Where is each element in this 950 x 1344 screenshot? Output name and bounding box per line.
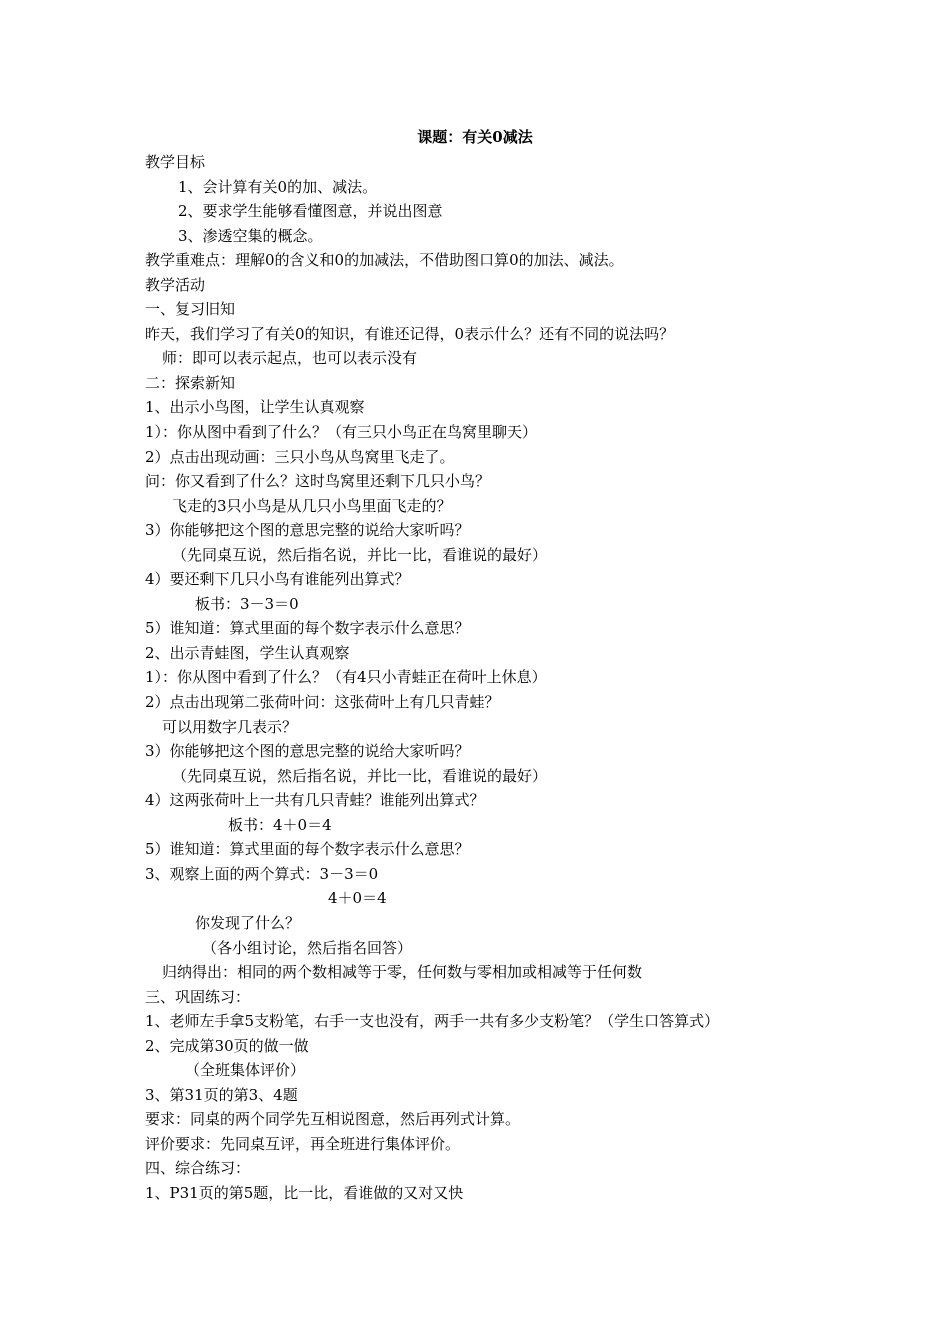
text-line: 2、完成第30页的做一做 — [145, 1036, 309, 1055]
text-line: 1、老师左手拿5支粉笔，右手一支也没有，两手一共有多少支粉笔？（学生口答算式） — [145, 1012, 720, 1031]
goal-item: 1、会计算有关0的加、减法。 — [178, 177, 378, 196]
text-line: （各小组讨论，然后指名回答） — [202, 938, 413, 957]
lesson-title: 课题：有关0减法 — [417, 128, 533, 146]
section-heading: 二：探索新知 — [145, 373, 236, 392]
text-line: 评价要求：先同桌互评，再全班进行集体评价。 — [145, 1134, 461, 1153]
text-line: 飞走的3只小鸟是从几只小鸟里面飞走的？ — [172, 496, 452, 515]
text-line: 师：即可以表示起点，也可以表示没有 — [162, 349, 418, 368]
text-line: 2）点击出现第二张荷叶问：这张荷叶上有几只青蛙？ — [145, 693, 500, 712]
text-line: 2）点击出现动画：三只小鸟从鸟窝里飞走了。 — [145, 447, 455, 466]
text-line: 1）：你从图中看到了什么？（有三只小鸟正在鸟窝里聊天） — [145, 423, 538, 442]
text-line: 4）要还剩下几只小鸟有谁能列出算式？ — [145, 570, 410, 589]
text-line: （先同桌互说，然后指名说，并比一比，看谁说的最好） — [172, 545, 548, 564]
text-line: 可以用数字几表示？ — [162, 717, 298, 736]
text-line: 5）谁知道：算式里面的每个数字表示什么意思？ — [145, 840, 470, 859]
text-line: （全班集体评价） — [185, 1061, 306, 1080]
conclusion-line: 归纳得出：相同的两个数相减等于零，任何数与零相加或相减等于任何数 — [162, 963, 643, 982]
heading-teaching-goals: 教学目标 — [145, 153, 206, 171]
board-note: 板书：3－3＝0 — [195, 594, 299, 613]
text-line: 问：你又看到了什么？这时鸟窝里还剩下几只小鸟？ — [145, 472, 491, 491]
section-heading: 一、复习旧知 — [145, 300, 236, 319]
text-line: 你发现了什么？ — [195, 913, 301, 932]
goal-item: 3、渗透空集的概念。 — [178, 226, 323, 245]
equation-line: 4＋0＝4 — [328, 889, 387, 908]
text-line: 3）你能够把这个图的意思完整的说给大家听吗？ — [145, 521, 470, 540]
text-line: 1）：你从图中看到了什么？（有4只小青蛙正在荷叶上休息） — [145, 668, 547, 687]
text-line: 3、观察上面的两个算式：3－3＝0 — [145, 864, 379, 883]
text-line: 3、第31页的第3、4题 — [145, 1085, 298, 1104]
heading-teaching-activities: 教学活动 — [145, 275, 206, 294]
lesson-body — [145, 150, 845, 1206]
text-line: 3）你能够把这个图的意思完整的说给大家听吗？ — [145, 742, 470, 761]
text-line: （先同桌互说，然后指名说，并比一比，看谁说的最好） — [172, 766, 548, 785]
section-heading: 三、巩固练习： — [145, 987, 251, 1006]
text-line: 5）谁知道：算式里面的每个数字表示什么意思？ — [145, 619, 470, 638]
text-line: 1、出示小鸟图，让学生认真观察 — [145, 398, 365, 417]
board-note: 板书：4＋0＝4 — [228, 815, 332, 834]
text-line: 昨天，我们学习了有关0的知识，有谁还记得，0表示什么？还有不同的说法吗？ — [145, 324, 675, 343]
key-difficulty: 教学重难点：理解0的含义和0的加减法，不借助图口算0的加法、减法。 — [145, 251, 624, 270]
text-line: 1、P31页的第5题，比一比，看谁做的又对又快 — [145, 1183, 464, 1202]
section-heading: 四、综合练习： — [145, 1159, 251, 1178]
text-line: 4）这两张荷叶上一共有几只青蛙？谁能列出算式？ — [145, 791, 485, 810]
text-line: 2、出示青蛙图，学生认真观察 — [145, 643, 350, 662]
text-line: 要求：同桌的两个同学先互相说图意，然后再列式计算。 — [145, 1110, 521, 1129]
goal-item: 2、要求学生能够看懂图意，并说出图意 — [178, 202, 443, 221]
